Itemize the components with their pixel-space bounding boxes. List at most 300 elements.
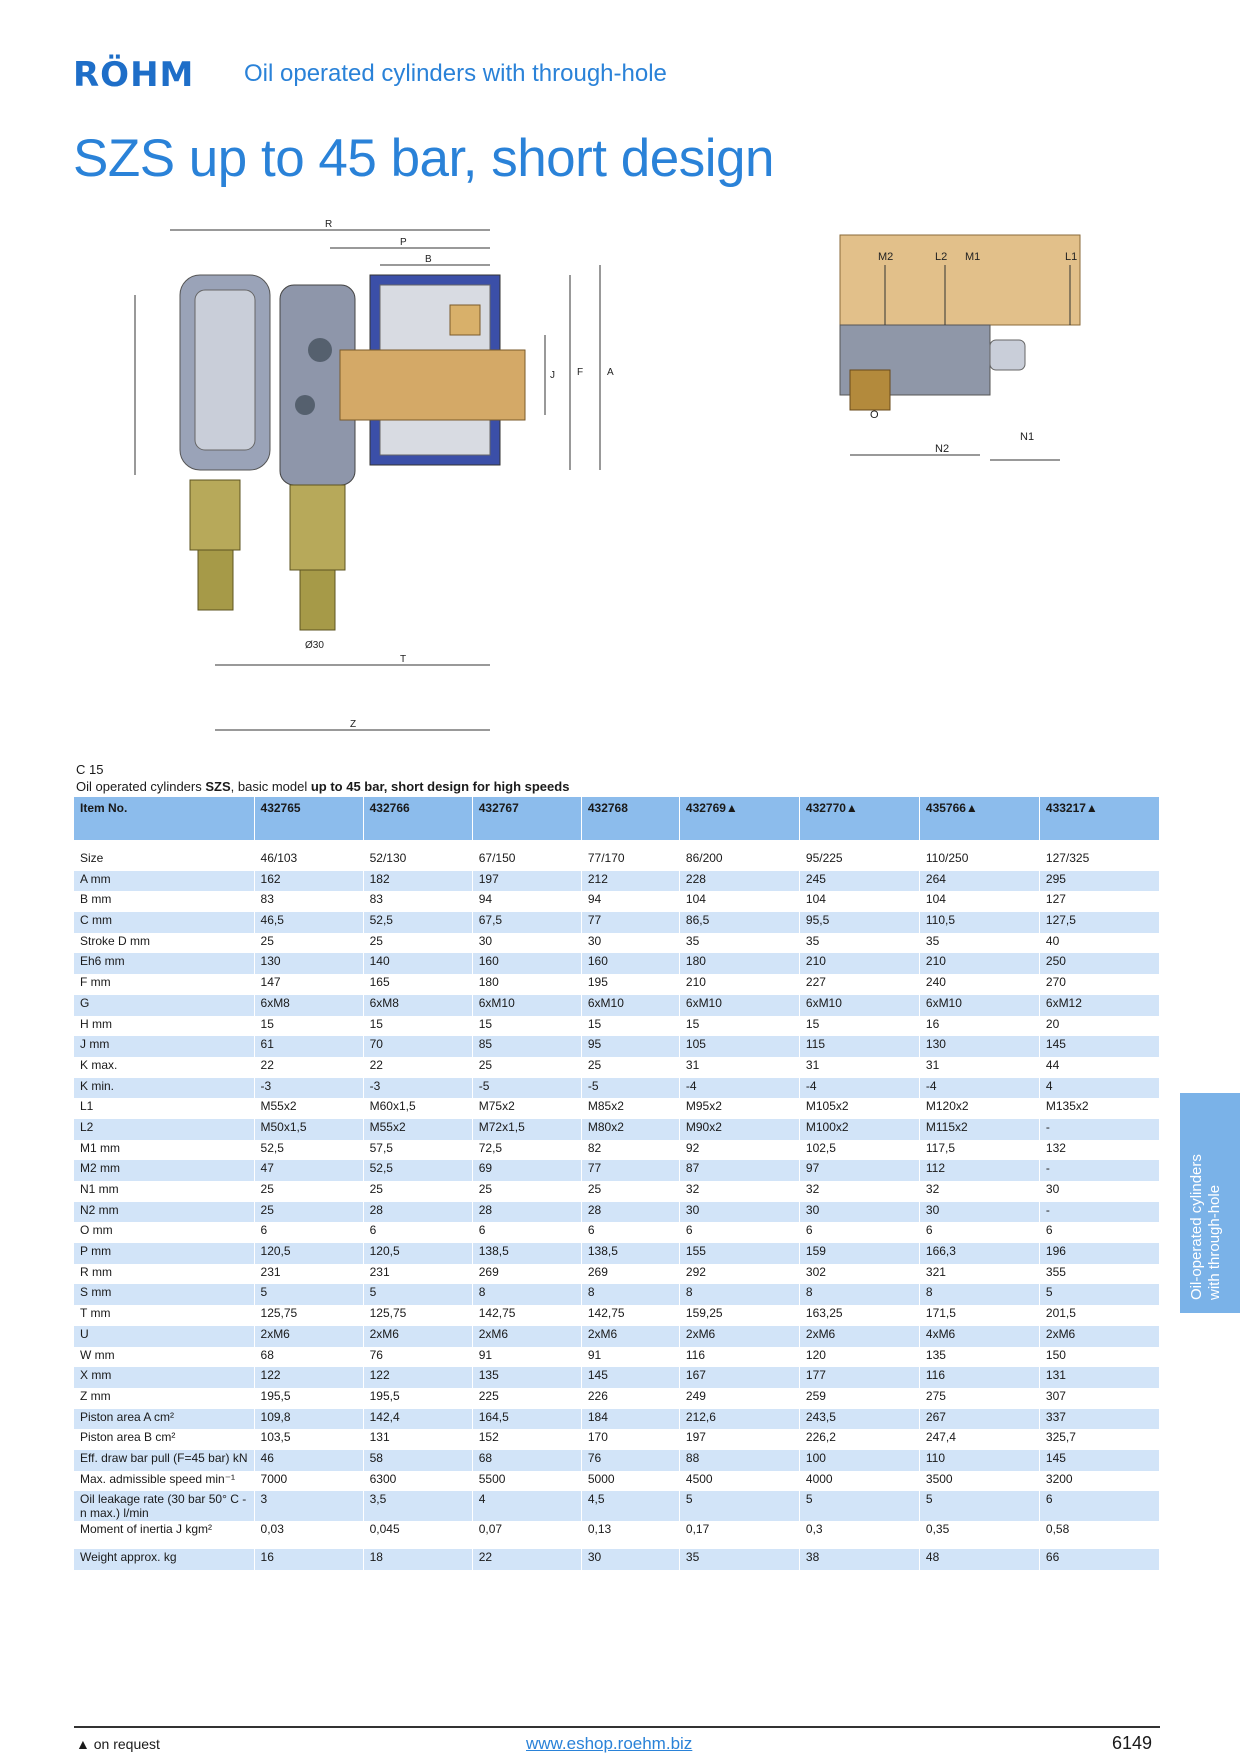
spec-cell: 3500: [919, 1471, 1039, 1492]
spec-cell: 83: [254, 891, 363, 912]
spec-row-label: Eh6 mm: [74, 953, 254, 974]
spec-cell: 6: [363, 1222, 472, 1243]
spec-cell: M135x2: [1039, 1098, 1159, 1119]
spec-row-label: Piston area B cm²: [74, 1429, 254, 1450]
spec-cell: 4: [472, 1491, 581, 1521]
spec-table-row: [74, 891, 1160, 912]
spec-cell: 8: [472, 1284, 581, 1305]
spec-table-row: [74, 974, 1160, 995]
spec-cell: 8: [581, 1284, 679, 1305]
spec-row-label: Weight approx. kg: [74, 1549, 254, 1570]
spec-table-row: [74, 1098, 1160, 1119]
spec-cell: 231: [254, 1264, 363, 1285]
spec-cell: -: [1039, 1160, 1159, 1181]
spec-cell: M105x2: [799, 1098, 919, 1119]
table-code: C 15: [76, 762, 104, 777]
spec-cell: 120,5: [363, 1243, 472, 1264]
spec-cell: 6: [679, 1222, 799, 1243]
spec-cell: 243,5: [799, 1409, 919, 1430]
spec-cell: 105: [679, 1036, 799, 1057]
spec-cell: 6xM8: [254, 995, 363, 1016]
spec-row-label: N1 mm: [74, 1181, 254, 1202]
spec-cell: 77: [581, 912, 679, 933]
spec-cell: 30: [581, 1549, 679, 1570]
spec-cell: 31: [919, 1057, 1039, 1078]
spec-cell: 127,5: [1039, 912, 1159, 933]
spec-cell: M85x2: [581, 1098, 679, 1119]
spec-cell: 18: [363, 1549, 472, 1570]
spec-cell: 195,5: [363, 1388, 472, 1409]
spec-cell: 269: [472, 1264, 581, 1285]
spec-cell: 6: [1039, 1491, 1159, 1521]
spec-cell: 6: [919, 1222, 1039, 1243]
spec-cell: 20: [1039, 1016, 1159, 1037]
spec-cell: 166,3: [919, 1243, 1039, 1264]
spec-cell: 5: [919, 1491, 1039, 1521]
dim-label-n1: N1: [1020, 431, 1035, 443]
spec-table-row: [74, 1491, 1160, 1521]
eshop-link[interactable]: www.eshop.roehm.biz: [526, 1734, 693, 1753]
spec-cell: 142,75: [581, 1305, 679, 1326]
spec-cell: 225: [472, 1388, 581, 1409]
spec-cell: 159,25: [679, 1305, 799, 1326]
spec-cell: 180: [679, 953, 799, 974]
page-title: SZS up to 45 bar, short design: [73, 129, 774, 188]
spec-row-label: Oil leakage rate (30 bar 50° C - n max.) l/min: [74, 1491, 254, 1521]
spec-cell: 2xM6: [581, 1326, 679, 1347]
spec-cell: 46: [254, 1450, 363, 1471]
spec-cell: 4000: [799, 1471, 919, 1492]
spec-cell: 69: [472, 1160, 581, 1181]
spec-row-label: R mm: [74, 1264, 254, 1285]
spec-cell: 30: [799, 1202, 919, 1223]
spec-cell: 95/225: [799, 850, 919, 871]
spec-cell: -: [1039, 1202, 1159, 1223]
spec-cell: -4: [799, 1078, 919, 1099]
spec-row-label: O mm: [74, 1222, 254, 1243]
spec-cell: 5: [1039, 1284, 1159, 1305]
spec-cell: M75x2: [472, 1098, 581, 1119]
spec-cell: 110/250: [919, 850, 1039, 871]
spec-cell: 35: [679, 1549, 799, 1570]
page-subtitle: Oil operated cylinders with through-hole: [244, 60, 667, 87]
spec-table-row: [74, 1222, 1160, 1243]
spec-cell: 3: [254, 1491, 363, 1521]
spec-cell: 25: [254, 933, 363, 954]
spec-row-label: L1: [74, 1098, 254, 1119]
spec-cell: 267: [919, 1409, 1039, 1430]
spec-cell: 77: [581, 1160, 679, 1181]
spec-cell: 6xM10: [799, 995, 919, 1016]
spec-cell: 35: [679, 933, 799, 954]
footnote-on-request: ▲ on request: [76, 1736, 160, 1752]
spec-cell: 44: [1039, 1057, 1159, 1078]
spec-cell: 6xM10: [919, 995, 1039, 1016]
spec-cell: 259: [799, 1388, 919, 1409]
spec-cell: 3200: [1039, 1471, 1159, 1492]
spec-cell: 32: [919, 1181, 1039, 1202]
spec-table: [74, 797, 1160, 1570]
spec-cell: 337: [1039, 1409, 1159, 1430]
spec-cell: 2xM6: [799, 1326, 919, 1347]
spec-cell: 184: [581, 1409, 679, 1430]
spec-row-label: W mm: [74, 1347, 254, 1368]
spec-cell: 2xM6: [472, 1326, 581, 1347]
spec-table-column-header: 433217▲: [1039, 797, 1159, 840]
spec-cell: 125,75: [254, 1305, 363, 1326]
spec-cell: 70: [363, 1036, 472, 1057]
spec-cell: 6xM10: [581, 995, 679, 1016]
spec-cell: 22: [363, 1057, 472, 1078]
spec-cell: 52/130: [363, 850, 472, 871]
spec-cell: 4500: [679, 1471, 799, 1492]
spec-table-row: [74, 933, 1160, 954]
spec-cell: -4: [679, 1078, 799, 1099]
spec-cell: 6: [799, 1222, 919, 1243]
spec-cell: 226,2: [799, 1429, 919, 1450]
dim-label-p: P: [400, 237, 407, 248]
spec-cell: 6xM12: [1039, 995, 1159, 1016]
spec-cell: 142,75: [472, 1305, 581, 1326]
spec-cell: 77/170: [581, 850, 679, 871]
spec-cell: 15: [679, 1016, 799, 1037]
spec-table-column-header: 435766▲: [919, 797, 1039, 840]
spec-row-label: K min.: [74, 1078, 254, 1099]
spec-cell: 22: [472, 1549, 581, 1570]
spec-cell: 6xM8: [363, 995, 472, 1016]
spec-cell: 30: [919, 1202, 1039, 1223]
dim-label-a: A: [607, 367, 614, 378]
spec-table-row: [74, 850, 1160, 871]
spec-cell: 5: [799, 1491, 919, 1521]
spec-cell: 197: [472, 871, 581, 892]
spec-cell: 5500: [472, 1471, 581, 1492]
spec-cell: 130: [254, 953, 363, 974]
spec-cell: 67,5: [472, 912, 581, 933]
spec-cell: M90x2: [679, 1119, 799, 1140]
spec-cell: 25: [254, 1202, 363, 1223]
spec-cell: 0,3: [799, 1521, 919, 1549]
spec-cell: 61: [254, 1036, 363, 1057]
roehm-logo: [73, 57, 209, 93]
logo-text: RÖHM: [73, 55, 195, 95]
spec-cell: 307: [1039, 1388, 1159, 1409]
spec-cell: 171,5: [919, 1305, 1039, 1326]
spec-cell: 86,5: [679, 912, 799, 933]
spec-cell: 127/325: [1039, 850, 1159, 871]
spec-cell: 46,5: [254, 912, 363, 933]
cylinder-cross-section-drawing: [140, 219, 700, 740]
spec-cell: 47: [254, 1160, 363, 1181]
spec-cell: 15: [472, 1016, 581, 1037]
dim-label-l2: L2: [935, 251, 948, 263]
spec-row-label: G: [74, 995, 254, 1016]
dim-label-diameter: Ø30: [305, 640, 324, 651]
spec-table-column-header: 432770▲: [799, 797, 919, 840]
spec-cell: 116: [679, 1347, 799, 1368]
spec-cell: 0,35: [919, 1521, 1039, 1549]
spec-cell: 195,5: [254, 1388, 363, 1409]
spec-cell: 182: [363, 871, 472, 892]
spec-cell: 91: [581, 1347, 679, 1368]
spec-cell: 135: [472, 1367, 581, 1388]
spec-row-label: K max.: [74, 1057, 254, 1078]
spec-row-label: P mm: [74, 1243, 254, 1264]
spec-cell: 355: [1039, 1264, 1159, 1285]
spec-cell: 132: [1039, 1140, 1159, 1161]
spec-cell: 86/200: [679, 850, 799, 871]
spec-cell: 150: [1039, 1347, 1159, 1368]
spec-cell: 212: [581, 871, 679, 892]
spec-table-header-row: [74, 797, 1160, 840]
spec-row-label: F mm: [74, 974, 254, 995]
spec-cell: 82: [581, 1140, 679, 1161]
spec-cell: 228: [679, 871, 799, 892]
spec-table-row: [74, 1264, 1160, 1285]
section-side-tab-text: Oil-operated cylinders with through-hole: [1188, 1154, 1223, 1300]
spec-table-row: [74, 953, 1160, 974]
spec-table-row: [74, 1409, 1160, 1430]
spec-row-label: H mm: [74, 1016, 254, 1037]
spec-row-label: S mm: [74, 1284, 254, 1305]
spec-row-label: M2 mm: [74, 1160, 254, 1181]
dim-label-j: J: [550, 370, 555, 381]
spec-cell: 6300: [363, 1471, 472, 1492]
spec-cell: 325,7: [1039, 1429, 1159, 1450]
spec-cell: 6xM10: [472, 995, 581, 1016]
spec-cell: 76: [363, 1347, 472, 1368]
spec-cell: 227: [799, 974, 919, 995]
spec-cell: 28: [363, 1202, 472, 1223]
spec-cell: 116: [919, 1367, 1039, 1388]
dim-label-n2: N2: [935, 443, 950, 455]
spec-cell: 66: [1039, 1549, 1159, 1570]
spec-cell: 0,17: [679, 1521, 799, 1549]
footer-divider: [74, 1726, 1160, 1728]
spec-cell: M100x2: [799, 1119, 919, 1140]
spec-cell: M50x1,5: [254, 1119, 363, 1140]
spec-row-label: Stroke D mm: [74, 933, 254, 954]
spec-cell: 52,5: [363, 912, 472, 933]
spec-row-label: C mm: [74, 912, 254, 933]
spec-cell: 231: [363, 1264, 472, 1285]
spec-row-label: Eff. draw bar pull (F=45 bar) kN: [74, 1450, 254, 1471]
spec-row-label: M1 mm: [74, 1140, 254, 1161]
spec-table-row: [74, 1471, 1160, 1492]
spec-cell: 142,4: [363, 1409, 472, 1430]
dim-label-o: O: [870, 409, 879, 421]
spec-cell: 92: [679, 1140, 799, 1161]
spec-cell: 8: [679, 1284, 799, 1305]
spec-cell: 131: [363, 1429, 472, 1450]
spec-cell: 167: [679, 1367, 799, 1388]
spec-cell: M80x2: [581, 1119, 679, 1140]
spec-cell: 2xM6: [363, 1326, 472, 1347]
spec-cell: 196: [1039, 1243, 1159, 1264]
dim-label-m2: M2: [878, 251, 894, 263]
spec-cell: 0,07: [472, 1521, 581, 1549]
spec-cell: 57,5: [363, 1140, 472, 1161]
spec-table-row: [74, 1243, 1160, 1264]
spec-cell: 25: [581, 1181, 679, 1202]
spec-cell: 15: [254, 1016, 363, 1037]
spec-cell: 110,5: [919, 912, 1039, 933]
spec-cell: 197: [679, 1429, 799, 1450]
spec-cell: 275: [919, 1388, 1039, 1409]
spec-cell: 91: [472, 1347, 581, 1368]
spec-row-label: Piston area A cm²: [74, 1409, 254, 1430]
spec-cell: 22: [254, 1057, 363, 1078]
spec-cell: 249: [679, 1388, 799, 1409]
tube-detail-shape: [840, 235, 1080, 325]
spec-cell: 48: [919, 1549, 1039, 1570]
spec-cell: 28: [581, 1202, 679, 1223]
spec-table-row: [74, 1284, 1160, 1305]
spec-table-row: [74, 1160, 1160, 1181]
spec-cell: 247,4: [919, 1429, 1039, 1450]
spec-cell: 122: [363, 1367, 472, 1388]
spec-cell: 155: [679, 1243, 799, 1264]
spec-cell: 104: [679, 891, 799, 912]
spec-cell: 2xM6: [679, 1326, 799, 1347]
spec-cell: 95: [581, 1036, 679, 1057]
spec-cell: 103,5: [254, 1429, 363, 1450]
spec-cell: 8: [799, 1284, 919, 1305]
spec-cell: 138,5: [581, 1243, 679, 1264]
spec-table-row: [74, 1078, 1160, 1099]
spec-row-label: Z mm: [74, 1388, 254, 1409]
spec-cell: 6: [472, 1222, 581, 1243]
spec-cell: 94: [472, 891, 581, 912]
spec-row-label: X mm: [74, 1367, 254, 1388]
spec-table-row: [74, 1347, 1160, 1368]
spec-cell: 160: [581, 953, 679, 974]
spec-cell: 250: [1039, 953, 1159, 974]
spec-row-label: Moment of inertia J kgm²: [74, 1521, 254, 1549]
spec-cell: 31: [679, 1057, 799, 1078]
spec-cell: 120,5: [254, 1243, 363, 1264]
through-tube-shape: [340, 350, 525, 420]
spec-cell: 100: [799, 1450, 919, 1471]
spec-cell: M72x1,5: [472, 1119, 581, 1140]
spec-cell: 145: [581, 1367, 679, 1388]
spec-cell: 270: [1039, 974, 1159, 995]
spec-cell: 269: [581, 1264, 679, 1285]
spec-table-spacer-row: [74, 840, 1160, 850]
spec-table-row: [74, 1326, 1160, 1347]
spec-table-row: [74, 1119, 1160, 1140]
dim-label-m1: M1: [965, 251, 981, 263]
spec-cell: 46/103: [254, 850, 363, 871]
spec-cell: 160: [472, 953, 581, 974]
spec-table-row: [74, 1181, 1160, 1202]
spec-table-header-label: Item No.: [74, 797, 254, 840]
spec-table-row: [74, 1057, 1160, 1078]
spec-cell: -4: [919, 1078, 1039, 1099]
fitting-left-shape: [190, 480, 240, 550]
spec-cell: M55x2: [363, 1119, 472, 1140]
spec-cell: 30: [679, 1202, 799, 1223]
spec-cell: 97: [799, 1160, 919, 1181]
spec-table-row: [74, 1036, 1160, 1057]
spec-cell: 120: [799, 1347, 919, 1368]
spec-cell: 210: [919, 953, 1039, 974]
spec-cell: 4xM6: [919, 1326, 1039, 1347]
spec-cell: 104: [799, 891, 919, 912]
spec-cell: 130: [919, 1036, 1039, 1057]
spec-cell: 240: [919, 974, 1039, 995]
spec-cell: 295: [1039, 871, 1159, 892]
spec-cell: 210: [679, 974, 799, 995]
dim-label-l1: L1: [1065, 251, 1078, 263]
spec-cell: 8: [919, 1284, 1039, 1305]
spec-cell: 52,5: [254, 1140, 363, 1161]
dim-label-b: B: [425, 254, 432, 265]
spec-cell: 5: [679, 1491, 799, 1521]
spec-table-row: [74, 995, 1160, 1016]
spec-cell: 30: [1039, 1181, 1159, 1202]
spec-cell: 159: [799, 1243, 919, 1264]
spec-cell: 162: [254, 871, 363, 892]
table-caption: Oil operated cylinders SZS, basic model up to 45 bar, short design for high speeds: [76, 779, 570, 794]
spec-cell: 5: [363, 1284, 472, 1305]
spec-cell: 292: [679, 1264, 799, 1285]
spec-table-row: [74, 1429, 1160, 1450]
spec-cell: 15: [363, 1016, 472, 1037]
spec-cell: 201,5: [1039, 1305, 1159, 1326]
spec-cell: 15: [799, 1016, 919, 1037]
spec-table-row: [74, 1305, 1160, 1326]
spec-table-row: [74, 1450, 1160, 1471]
spec-cell: 122: [254, 1367, 363, 1388]
spec-cell: 245: [799, 871, 919, 892]
dim-label-r: R: [325, 219, 333, 230]
spec-cell: 87: [679, 1160, 799, 1181]
spec-cell: 210: [799, 953, 919, 974]
spec-cell: 110: [919, 1450, 1039, 1471]
spec-cell: 170: [581, 1429, 679, 1450]
spec-cell: 180: [472, 974, 581, 995]
spec-cell: 102,5: [799, 1140, 919, 1161]
spec-cell: 72,5: [472, 1140, 581, 1161]
spec-cell: 4: [1039, 1078, 1159, 1099]
spec-cell: 30: [581, 933, 679, 954]
spec-table-row: [74, 912, 1160, 933]
spec-cell: 25: [363, 1181, 472, 1202]
spec-table-row: [74, 1016, 1160, 1037]
spec-row-label: J mm: [74, 1036, 254, 1057]
spec-cell: 104: [919, 891, 1039, 912]
spec-cell: 25: [472, 1057, 581, 1078]
spec-cell: 25: [254, 1181, 363, 1202]
spec-cell: 152: [472, 1429, 581, 1450]
spec-cell: 32: [679, 1181, 799, 1202]
spec-cell: 25: [363, 933, 472, 954]
spec-cell: 16: [254, 1549, 363, 1570]
spec-table-row: [74, 1202, 1160, 1223]
spec-cell: 140: [363, 953, 472, 974]
spec-table-row: [74, 1367, 1160, 1388]
spec-row-label: N2 mm: [74, 1202, 254, 1223]
spec-cell: 35: [799, 933, 919, 954]
spec-cell: 164,5: [472, 1409, 581, 1430]
spec-cell: 0,13: [581, 1521, 679, 1549]
spec-cell: 28: [472, 1202, 581, 1223]
spec-cell: M115x2: [919, 1119, 1039, 1140]
spec-cell: 145: [1039, 1036, 1159, 1057]
spec-cell: 115: [799, 1036, 919, 1057]
spec-cell: 112: [919, 1160, 1039, 1181]
